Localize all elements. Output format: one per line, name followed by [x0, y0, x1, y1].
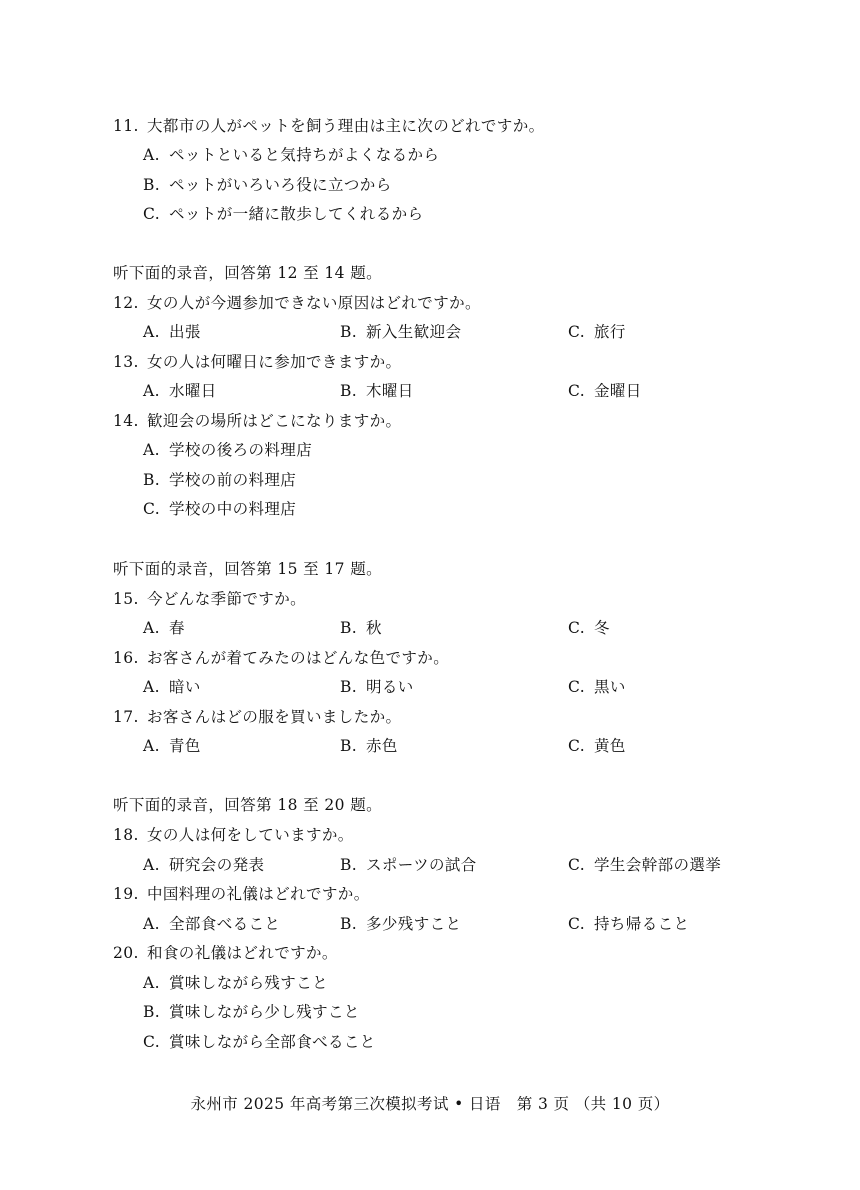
section-instruction: 听下面的录音，回答第 15 至 17 题。 [113, 560, 383, 578]
question-14 [113, 411, 401, 431]
option-11-b [143, 175, 392, 195]
option-text: 学生会幹部の選挙 [594, 856, 722, 874]
question-text: 中国料理の礼儀はどれですか。 [147, 885, 370, 903]
question-number: 14. [113, 412, 139, 430]
option-14-c [143, 499, 296, 519]
option-14-b [143, 470, 296, 490]
option-letter: C. [568, 678, 586, 696]
option-letter: B. [340, 619, 358, 637]
option-17-a [143, 736, 201, 756]
option-text: 水曜日 [169, 382, 217, 400]
option-letter: A. [143, 915, 160, 933]
option-letter: C. [568, 323, 586, 341]
page-footer: 永州市 2025 年高考第三次模拟考试 • 日语 第 3 页 （共 10 页） [190, 1095, 670, 1113]
option-11-c [143, 204, 423, 224]
question-text: 女の人は何曜日に参加できますか。 [147, 353, 402, 371]
option-letter: B. [143, 1003, 161, 1021]
option-text: 全部食べること [169, 915, 281, 933]
option-letter: A. [143, 323, 160, 341]
question-number: 19. [113, 885, 139, 903]
option-letter: C. [568, 856, 586, 874]
option-19-b [340, 914, 461, 934]
question-13 [113, 352, 401, 372]
option-15-b [340, 618, 382, 638]
option-19-c [568, 914, 689, 934]
option-text: 秋 [366, 619, 382, 637]
question-text: お客さんが着てみたのはどんな色ですか。 [147, 649, 450, 667]
option-text: 春 [169, 619, 185, 637]
option-letter: C. [143, 500, 161, 518]
option-text: 出張 [169, 323, 201, 341]
option-letter: B. [340, 382, 358, 400]
option-text: 研究会の発表 [169, 856, 265, 874]
option-text: 多少残すこと [366, 915, 462, 933]
question-number: 16. [113, 649, 139, 667]
option-15-c [568, 618, 610, 638]
question-16 [113, 648, 449, 668]
option-text: 学校の後ろの料理店 [169, 441, 313, 459]
option-18-a [143, 855, 264, 875]
question-15 [113, 589, 306, 609]
question-12 [113, 293, 481, 313]
option-17-b [340, 736, 398, 756]
option-text: 黒い [594, 678, 626, 696]
question-text: 女の人は何をしていますか。 [147, 826, 354, 844]
option-14-a [143, 440, 312, 460]
option-letter: C. [568, 619, 586, 637]
option-13-b [340, 381, 414, 401]
option-20-a [143, 973, 328, 993]
question-number: 17. [113, 708, 139, 726]
option-letter: B. [340, 856, 358, 874]
option-15-a [143, 618, 185, 638]
option-text: ペットがいろいろ役に立つから [169, 176, 392, 194]
section-instruction: 听下面的录音，回答第 18 至 20 题。 [113, 796, 383, 814]
option-letter: B. [340, 678, 358, 696]
option-letter: B. [143, 176, 161, 194]
question-number: 18. [113, 826, 139, 844]
option-18-b [340, 855, 477, 875]
option-text: 学校の前の料理店 [169, 471, 297, 489]
option-letter: A. [143, 737, 160, 755]
question-18 [113, 825, 354, 845]
option-13-c [568, 381, 642, 401]
option-text: 暗い [169, 678, 201, 696]
option-letter: C. [568, 915, 586, 933]
option-text: 冬 [594, 619, 610, 637]
option-text: 赤色 [366, 737, 398, 755]
section-instruction: 听下面的录音，回答第 12 至 14 题。 [113, 264, 383, 282]
option-letter: B. [340, 737, 358, 755]
option-text: スポーツの試合 [366, 856, 477, 874]
option-17-c [568, 736, 626, 756]
question-number: 15. [113, 590, 139, 608]
question-20 [113, 943, 338, 963]
question-text: 和食の礼儀はどれですか。 [147, 944, 338, 962]
question-number: 20. [113, 944, 139, 962]
option-letter: C. [143, 205, 161, 223]
option-text: ペットが一緒に散歩してくれるから [169, 205, 424, 223]
option-text: 旅行 [594, 323, 626, 341]
option-letter: C. [143, 1033, 161, 1051]
option-text: 新入生歓迎会 [366, 323, 462, 341]
question-text: 女の人が今週参加できない原因はどれですか。 [147, 294, 481, 312]
option-letter: C. [568, 737, 586, 755]
option-text: 木曜日 [366, 382, 414, 400]
option-11-a [143, 145, 439, 165]
option-letter: B. [340, 915, 358, 933]
option-text: 持ち帰ること [594, 915, 690, 933]
option-letter: B. [143, 471, 161, 489]
question-text: お客さんはどの服を買いましたか。 [147, 708, 402, 726]
option-12-a [143, 322, 201, 342]
option-letter: C. [568, 382, 586, 400]
option-text: 賞味しながら少し残すこと [169, 1003, 360, 1021]
option-text: 金曜日 [594, 382, 642, 400]
option-letter: A. [143, 619, 160, 637]
question-11 [113, 116, 545, 136]
option-letter: A. [143, 856, 160, 874]
option-text: 学校の中の料理店 [169, 500, 297, 518]
option-letter: A. [143, 146, 160, 164]
question-number: 11. [113, 117, 139, 135]
option-20-c [143, 1032, 376, 1052]
question-text: 大都市の人がペットを飼う理由は主に次のどれですか。 [147, 117, 545, 135]
question-text: 今どんな季節ですか。 [147, 590, 307, 608]
option-text: 黄色 [594, 737, 626, 755]
question-text: 歓迎会の場所はどこになりますか。 [147, 412, 402, 430]
option-letter: A. [143, 382, 160, 400]
option-16-b [340, 677, 414, 697]
option-letter: B. [340, 323, 358, 341]
option-16-a [143, 677, 201, 697]
option-13-a [143, 381, 217, 401]
question-number: 12. [113, 294, 139, 312]
option-18-c [568, 855, 721, 875]
option-letter: A. [143, 441, 160, 459]
option-text: 賞味しながら全部食べること [169, 1033, 376, 1051]
option-text: ペットといると気持ちがよくなるから [169, 146, 440, 164]
option-20-b [143, 1002, 360, 1022]
option-text: 明るい [366, 678, 414, 696]
option-text: 賞味しながら残すこと [169, 974, 329, 992]
option-12-b [340, 322, 461, 342]
option-text: 青色 [169, 737, 201, 755]
option-letter: A. [143, 974, 160, 992]
question-number: 13. [113, 353, 139, 371]
option-19-a [143, 914, 280, 934]
option-16-c [568, 677, 626, 697]
question-19 [113, 884, 370, 904]
option-12-c [568, 322, 626, 342]
question-17 [113, 707, 401, 727]
option-letter: A. [143, 678, 160, 696]
